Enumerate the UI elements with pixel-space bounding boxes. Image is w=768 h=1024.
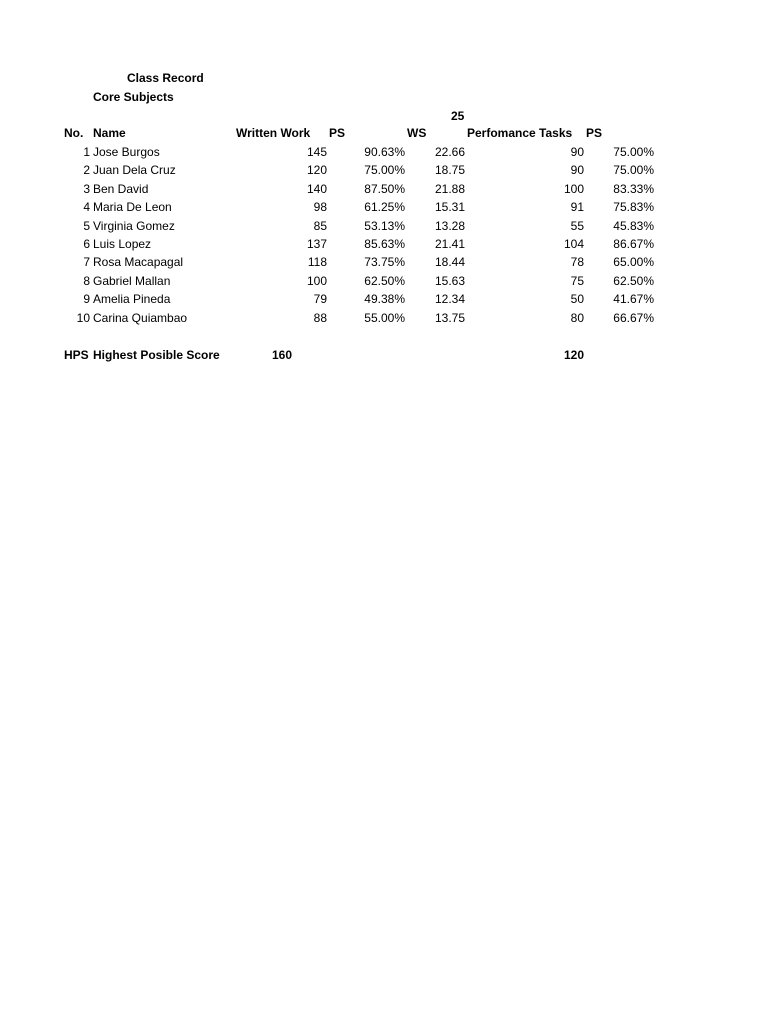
- row-number: 3: [83, 182, 90, 196]
- header-name: Name: [93, 126, 126, 140]
- written-work-ps: 62.50%: [364, 274, 405, 288]
- row-number: 6: [83, 237, 90, 251]
- written-work-score: 88: [313, 311, 327, 325]
- row-number: 5: [83, 219, 90, 233]
- header-written-work: Written Work: [236, 126, 311, 140]
- written-work-ws: 12.34: [434, 292, 465, 306]
- performance-task-score: 100: [563, 182, 584, 196]
- student-name: Virginia Gomez: [93, 219, 175, 233]
- hps-abbr: HPS: [64, 348, 89, 362]
- written-work-ps: 61.25%: [364, 200, 405, 214]
- row-number: 10: [76, 311, 90, 325]
- performance-task-score: 91: [570, 200, 584, 214]
- written-work-ws: 18.75: [434, 163, 465, 177]
- student-name: Carina Quiambao: [93, 311, 188, 325]
- written-work-ws: 21.88: [434, 182, 465, 196]
- row-number: 2: [83, 163, 90, 177]
- student-name: Gabriel Mallan: [93, 274, 171, 288]
- student-name: Ben David: [93, 182, 149, 196]
- written-work-ps: 73.75%: [364, 255, 405, 269]
- written-work-ws: 13.28: [434, 219, 465, 233]
- performance-task-score: 55: [570, 219, 584, 233]
- ws-weight: 25: [451, 109, 465, 123]
- written-work-score: 118: [307, 255, 327, 269]
- student-name: Rosa Macapagal: [93, 255, 184, 269]
- performance-task-ps: 86.67%: [613, 237, 654, 251]
- performance-task-ps: 66.67%: [613, 311, 654, 325]
- header-no: No.: [64, 126, 84, 140]
- performance-task-ps: 62.50%: [613, 274, 654, 288]
- student-name: Juan Dela Cruz: [93, 163, 176, 177]
- header-performance-tasks: Perfomance Tasks: [467, 126, 573, 140]
- written-work-ws: 22.66: [434, 145, 465, 159]
- student-name: Jose Burgos: [93, 145, 160, 159]
- student-name: Luis Lopez: [93, 237, 152, 251]
- performance-task-score: 50: [570, 292, 584, 306]
- page-title: Class Record: [127, 71, 204, 85]
- header-ps: PS: [329, 126, 346, 140]
- written-work-score: 140: [306, 182, 327, 196]
- written-work-ws: 15.63: [434, 274, 465, 288]
- row-number: 4: [83, 200, 90, 214]
- written-work-ps: 75.00%: [364, 163, 405, 177]
- header-ws: WS: [407, 126, 427, 140]
- written-work-score: 79: [313, 292, 327, 306]
- row-number: 7: [83, 255, 90, 269]
- performance-task-score: 80: [570, 311, 584, 325]
- written-work-score: 100: [306, 274, 327, 288]
- written-work-ps: 49.38%: [364, 292, 405, 306]
- row-number: 1: [83, 145, 90, 159]
- written-work-ps: 53.13%: [364, 219, 405, 233]
- performance-task-ps: 75.00%: [613, 145, 654, 159]
- row-number: 9: [83, 292, 90, 306]
- performance-task-score: 90: [570, 145, 584, 159]
- hps-performance-tasks: 120: [563, 348, 584, 362]
- student-name: Maria De Leon: [93, 200, 172, 214]
- performance-task-score: 75: [570, 274, 584, 288]
- written-work-ws: 18.44: [434, 255, 465, 269]
- performance-task-score: 104: [563, 237, 584, 251]
- written-work-ws: 15.31: [434, 200, 465, 214]
- written-work-ws: 13.75: [434, 311, 465, 325]
- written-work-ps: 87.50%: [364, 182, 405, 196]
- written-work-score: 85: [313, 219, 327, 233]
- written-work-ws: 21.41: [434, 237, 465, 251]
- performance-task-score: 78: [570, 255, 584, 269]
- written-work-score: 120: [306, 163, 327, 177]
- page-subtitle: Core Subjects: [93, 90, 174, 104]
- written-work-score: 98: [313, 200, 327, 214]
- written-work-ps: 85.63%: [364, 237, 405, 251]
- row-number: 8: [83, 274, 90, 288]
- written-work-ps: 55.00%: [364, 311, 405, 325]
- header-pt-ps: PS: [586, 126, 603, 140]
- hps-label: Highest Posible Score: [93, 348, 220, 362]
- written-work-score: 137: [306, 237, 327, 251]
- written-work-score: 145: [306, 145, 327, 159]
- performance-task-ps: 65.00%: [613, 255, 654, 269]
- student-name: Amelia Pineda: [93, 292, 171, 306]
- performance-task-ps: 75.00%: [613, 163, 654, 177]
- performance-task-ps: 75.83%: [613, 200, 654, 214]
- hps-written-work: 160: [271, 348, 292, 362]
- written-work-ps: 90.63%: [364, 145, 405, 159]
- performance-task-ps: 41.67%: [613, 292, 654, 306]
- performance-task-ps: 45.83%: [613, 219, 654, 233]
- performance-task-ps: 83.33%: [613, 182, 654, 196]
- performance-task-score: 90: [570, 163, 584, 177]
